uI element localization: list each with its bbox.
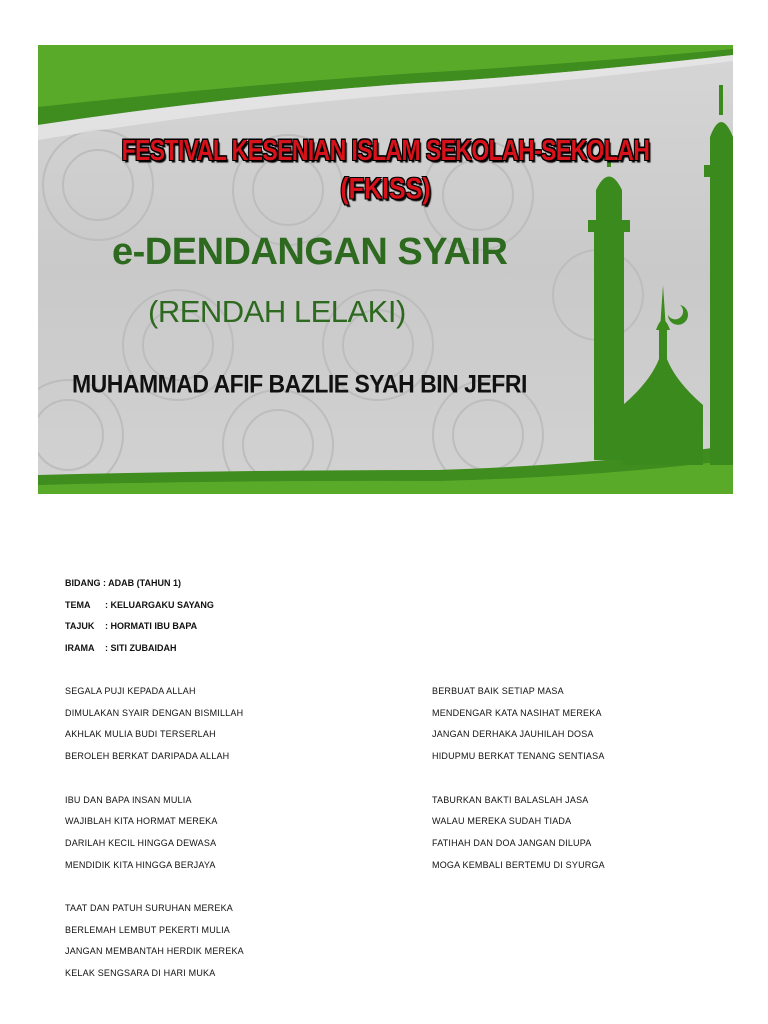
poem-line: BEROLEH BERKAT DARIPADA ALLAH: [65, 751, 230, 762]
poem-line: KELAK SENGSARA DI HARI MUKA: [65, 968, 216, 979]
stanza: [432, 684, 605, 771]
festival-abbreviation: (FKISS): [340, 172, 431, 206]
poem-line: DARILAH KECIL HINGGA DEWASA: [65, 837, 217, 848]
detail-label: TAJUK: [65, 621, 95, 631]
detail-label: BIDANG: [65, 578, 101, 588]
poem-line: BERLEMAH LEMBUT PEKERTI MULIA: [65, 924, 231, 935]
poem-line: DIMULAKAN SYAIR DENGAN BISMILLAH: [65, 707, 244, 718]
poem-line: JANGAN MEMBANTAH HERDIK MEREKA: [65, 946, 244, 957]
poem-line: HIDUPMU BERKAT TENANG SENTIASA: [432, 751, 605, 762]
entry-details: [65, 576, 214, 662]
poem-left-column: [65, 684, 244, 1010]
stanza: [65, 793, 244, 880]
detail-label: IRAMA: [65, 642, 95, 653]
poem-line: MOGA KEMBALI BERTEMU DI SYURGA: [432, 859, 605, 870]
detail-value: : KELUARGAKU SAYANG: [105, 599, 214, 610]
festival-title: FESTIVAL KESENIAN ISLAM SEKOLAH-SEKOLAH: [121, 133, 650, 167]
detail-tema: [65, 598, 214, 620]
detail-label: TEMA: [65, 599, 91, 610]
stanza: [65, 901, 244, 988]
detail-irama: [65, 641, 214, 663]
detail-bidang: [65, 576, 214, 598]
stanza: [432, 793, 605, 880]
poem-right-column: [432, 684, 605, 901]
poem-line: SEGALA PUJI KEPADA ALLAH: [65, 686, 196, 696]
participant-name: MUHAMMAD AFIF BAZLIE SYAH BIN JEFRI: [72, 369, 527, 399]
stanza: [65, 684, 244, 771]
poem-line: IBU DAN BAPA INSAN MULIA: [65, 794, 192, 805]
poem-line: FATIHAH DAN DOA JANGAN DILUPA: [432, 837, 592, 848]
poem-line: TAAT DAN PATUH SURUHAN MEREKA: [65, 903, 233, 914]
detail-value: : ADAB (TAHUN 1): [103, 578, 182, 588]
event-category: (RENDAH LELAKI): [148, 294, 406, 329]
event-title: e-DENDANGAN SYAIR: [112, 231, 508, 273]
poem-line: MENDENGAR KATA NASIHAT MEREKA: [432, 707, 602, 718]
poem-line: TABURKAN BAKTI BALASLAH JASA: [432, 794, 589, 805]
poem-line: BERBUAT BAIK SETIAP MASA: [432, 686, 564, 696]
poem-line: WALAU MEREKA SUDAH TIADA: [432, 816, 572, 827]
event-banner: [38, 45, 733, 494]
poem-line: JANGAN DERHAKA JAUHILAH DOSA: [432, 729, 594, 740]
detail-value: : SITI ZUBAIDAH: [105, 642, 177, 653]
poem-line: MENDIDIK KITA HINGGA BERJAYA: [65, 859, 216, 870]
detail-value: : HORMATI IBU BAPA: [105, 621, 198, 631]
detail-tajuk: [65, 619, 214, 641]
poem-line: WAJIBLAH KITA HORMAT MEREKA: [65, 816, 218, 827]
poem-line: AKHLAK MULIA BUDI TERSERLAH: [65, 729, 216, 740]
